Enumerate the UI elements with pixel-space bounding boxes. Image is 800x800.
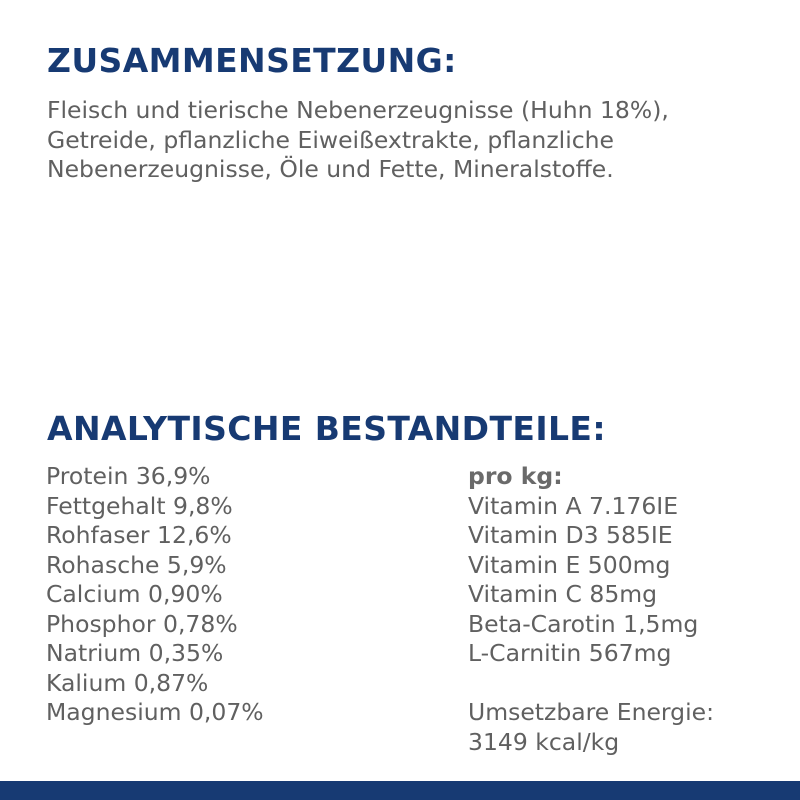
analytical-list-right [468,462,698,669]
analytical-item-phosphorus: Phosphor 0,78% [46,609,238,638]
analytical-item-ash: Rohasche 5,9% [46,550,227,579]
l-carnitin-item: L-Carnitin 567mg [468,639,672,667]
per-kg-label: pro kg: [468,462,563,490]
footer-bar [0,781,800,800]
vitamin-item-a: Vitamin A 7.176IE [468,491,679,520]
analytical-item-fat: Fettgehalt 9,8% [46,491,233,520]
composition-heading: ZUSAMMENSETZUNG: [47,41,457,80]
vitamin-item-c: Vitamin C 85mg [468,580,658,608]
analytical-heading: ANALYTISCHE BESTANDTEILE: [47,409,606,448]
energy-value [468,698,714,757]
vitamin-item-d3: Vitamin D3 585IE [468,521,673,549]
energy-label: Umsetzbare Energie: [468,698,715,726]
vitamin-item-e: Vitamin E 500mg [468,550,671,579]
composition-line: Getreide, pflanzliche Eiweißextrakte, pflanzliche [47,125,614,154]
analytical-list-left [46,462,264,728]
analytical-item-magnesium: Magnesium 0,07% [46,698,264,726]
composition-text [47,96,787,185]
analytical-item-potassium: Kalium 0,87% [46,668,209,697]
composition-line: Nebenerzeugnisse, Öle und Fette, Mineralstoffe. [47,155,614,183]
analytical-item-sodium: Natrium 0,35% [46,639,224,667]
energy-amount: 3149 kcal/kg [468,727,620,756]
analytical-item-protein: Protein 36,9% [46,462,211,490]
composition-line: Fleisch und tierische Nebenerzeugnisse (Huhn 18%), [47,96,669,124]
beta-carotin-item: Beta-Carotin 1,5mg [468,609,699,638]
analytical-item-calcium: Calcium 0,90% [46,580,223,608]
analytical-item-fibre: Rohfaser 12,6% [46,521,232,549]
